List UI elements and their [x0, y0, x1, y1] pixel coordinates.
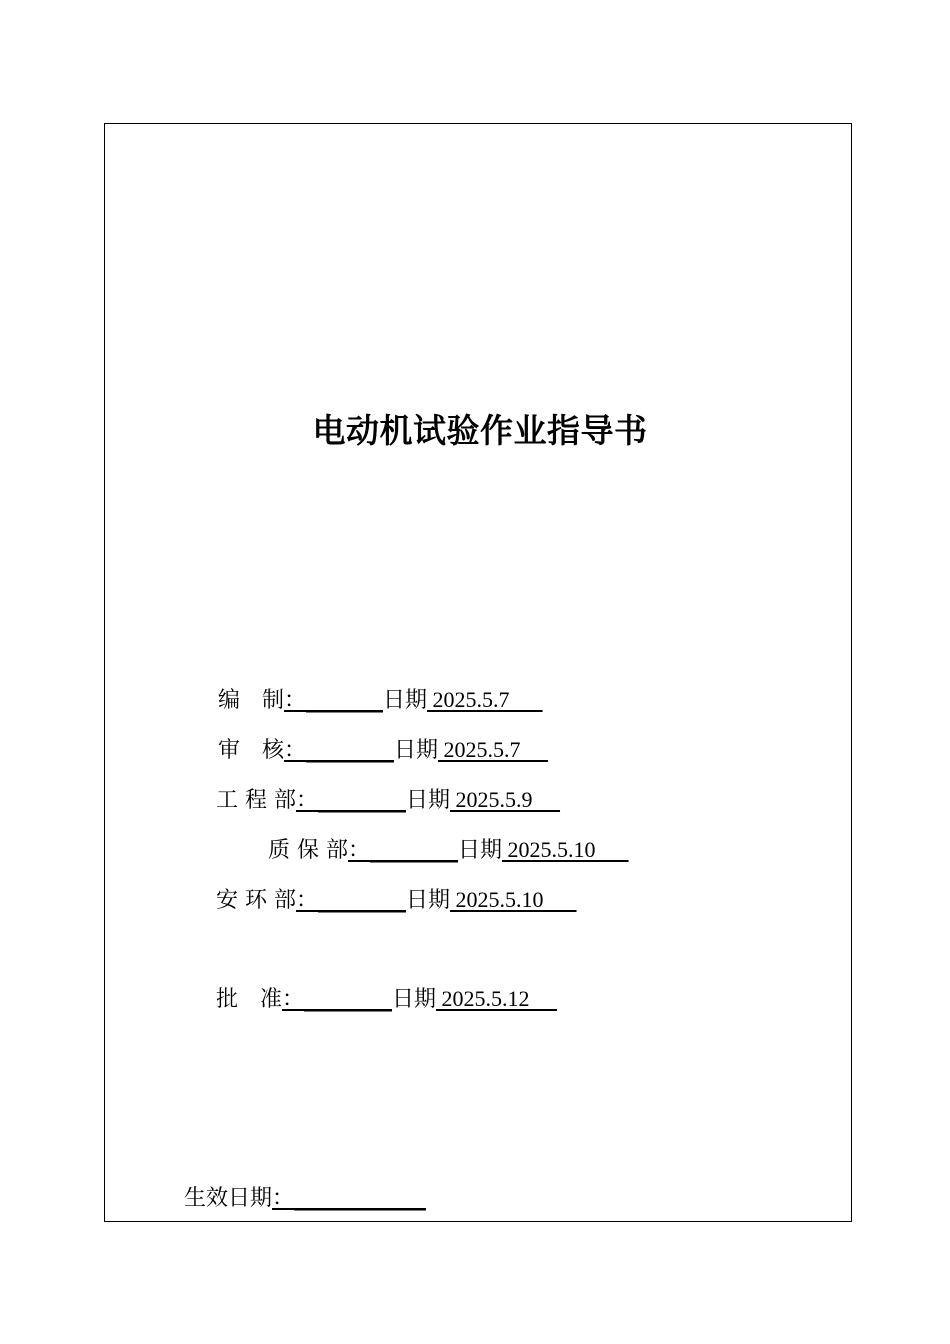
effective-date-row	[184, 1184, 426, 1214]
approval-row-engineering	[216, 785, 560, 816]
signature-blank: ________	[306, 738, 395, 763]
role-colon: ：	[284, 738, 307, 763]
effective-date-label: 生效日期	[184, 1186, 273, 1211]
role-colon: ：	[284, 688, 307, 713]
date-value: 2025.5.9	[450, 787, 561, 812]
date-value: 2025.5.7	[427, 687, 543, 712]
signature-blank: _______	[306, 688, 384, 713]
date-label: 日期	[406, 888, 451, 913]
date-value: 2025.5.7	[438, 737, 549, 762]
date-value: 2025.5.10	[450, 887, 577, 912]
role-colon: ：	[348, 838, 371, 863]
role-label: 安 环 部	[216, 888, 296, 913]
date-label: 日期	[392, 987, 437, 1012]
signature-blank: ________	[370, 838, 459, 863]
date-label: 日期	[406, 788, 451, 813]
document-title: 电动机试验作业指导书	[312, 411, 648, 450]
role-colon: ：	[296, 788, 319, 813]
role-label: 编 制	[218, 688, 285, 713]
date-value: 2025.5.12	[436, 986, 558, 1011]
signature-blank: ________	[304, 987, 393, 1012]
date-label: 日期	[383, 688, 428, 713]
role-label: 批 准	[216, 987, 283, 1012]
signature-blank: ________	[318, 888, 407, 913]
date-value: 2025.5.10	[502, 837, 629, 862]
approval-row-review	[218, 735, 548, 766]
approval-row-approve	[216, 984, 557, 1015]
date-label: 日期	[458, 838, 503, 863]
effective-date-colon: ：	[272, 1186, 295, 1211]
effective-date-blank: ____________	[294, 1186, 427, 1211]
role-colon: ：	[282, 987, 305, 1012]
page-border	[104, 123, 852, 1222]
role-colon: ：	[296, 888, 319, 913]
date-label: 日期	[394, 738, 439, 763]
role-label: 审 核	[218, 738, 285, 763]
approval-row-compile	[218, 685, 543, 716]
role-label: 工 程 部	[216, 788, 296, 813]
role-label: 质 保 部	[268, 838, 348, 863]
approval-row-quality	[268, 835, 629, 866]
signature-blank: ________	[318, 788, 407, 813]
approval-row-safety	[216, 885, 577, 916]
